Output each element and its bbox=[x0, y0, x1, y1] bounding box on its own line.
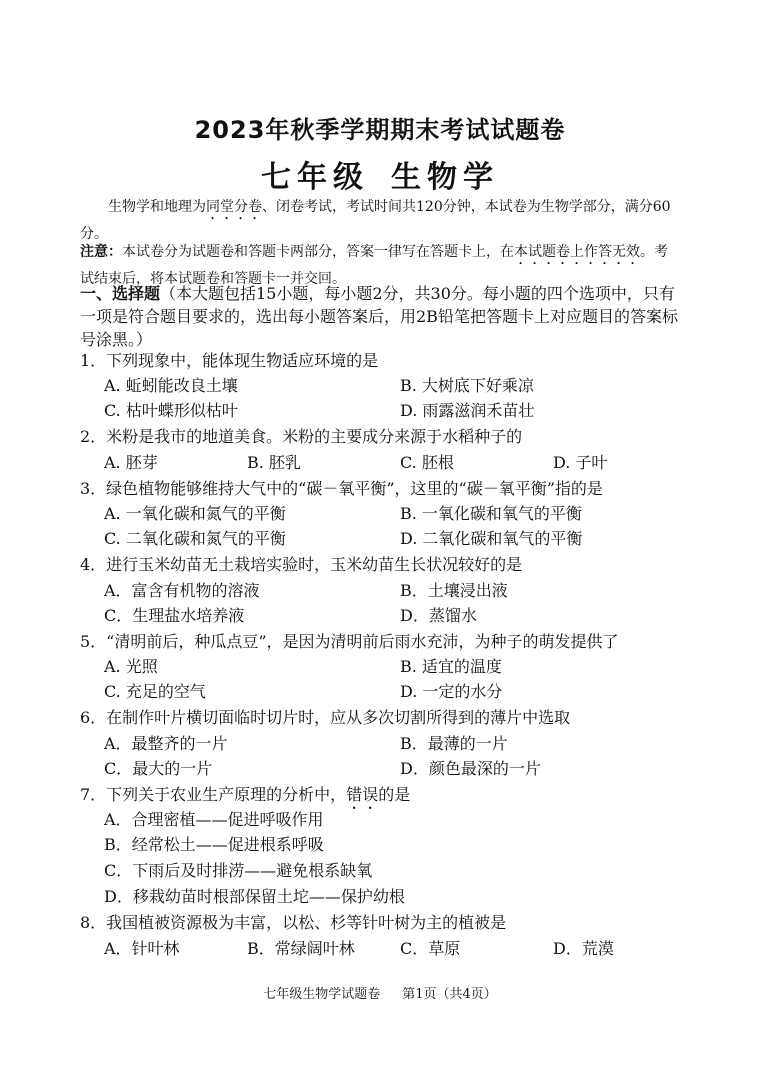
intro-paragraph bbox=[80, 196, 680, 245]
exam-subtitle bbox=[0, 152, 760, 196]
question-7-option-b: B．经常松土——促进根系呼吸 bbox=[104, 835, 324, 854]
question-2-stem: 2．米粉是我市的地道美食。米粉的主要成分来源于水稻种子的 bbox=[80, 427, 523, 446]
page-footer bbox=[0, 983, 760, 1002]
question-6-option-a: A．最整齐的一片 bbox=[104, 734, 228, 753]
question-2-option-a: A. 胚芽 bbox=[104, 453, 158, 472]
question-1-option-d: D. 雨露滋润禾苗壮 bbox=[400, 401, 535, 420]
question-8-option-c: C．草原 bbox=[400, 939, 461, 958]
question-8-option-b: B．常绿阔叶林 bbox=[247, 939, 355, 958]
question-4-option-d: D．蒸馏水 bbox=[400, 606, 477, 625]
question-7-option-d: D．移栽幼苗时根部保留土坨——保护幼根 bbox=[104, 887, 405, 906]
subject-label: 生物学 bbox=[391, 160, 499, 195]
question-7-stem-text-2: 的是 bbox=[378, 785, 411, 804]
question-4-option-c: C．生理盐水培养液 bbox=[104, 606, 245, 625]
question-8-option-d: D．荒漠 bbox=[553, 939, 614, 958]
intro-text-2: 、闭卷考试，考试时间共120分钟，本试卷为生物学部分，满分60分。 bbox=[80, 199, 671, 242]
question-7-option-c: C．下雨后及时排涝——避免根系缺氧 bbox=[104, 861, 373, 880]
question-3-option-a: A. 一氧化碳和氮气的平衡 bbox=[104, 504, 286, 523]
question-3-option-c: C. 二氧化碳和氮气的平衡 bbox=[104, 529, 286, 548]
intro-emphasis: 同堂分卷 bbox=[206, 199, 262, 215]
section-title: 一、选择题 bbox=[80, 284, 161, 303]
question-6-option-b: B．最薄的一片 bbox=[400, 734, 508, 753]
question-2-option-b: B. 胚乳 bbox=[247, 453, 301, 472]
section-description: （本大题包括15小题，每小题2分，共30分。每小题的四个选项中，只有一项是符合题目要求的，选出每小题答案后，用2B铅笔把答题卡上对应题目的答案标号涂黑。） bbox=[80, 284, 678, 349]
question-4-option-b: B．土壤浸出液 bbox=[400, 581, 508, 600]
question-1-option-c: C. 枯叶蝶形似枯叶 bbox=[104, 401, 238, 420]
question-7-option-a: A．合理密植——促进呼吸作用 bbox=[104, 810, 324, 829]
notice-emphasis: 本试题卷上作答无效 bbox=[514, 244, 640, 260]
question-3-option-b: B. 一氧化碳和氧气的平衡 bbox=[400, 504, 582, 523]
question-4-stem: 4．进行玉米幼苗无土栽培实验时，玉米幼苗生长状况较好的是 bbox=[80, 555, 523, 574]
question-7-emphasis: 错误 bbox=[346, 785, 379, 804]
question-4-option-a: A．富含有机物的溶液 bbox=[104, 581, 260, 600]
question-3-stem: 3．绿色植物能够维持大气中的“碳－氧平衡”，这里的“碳－氧平衡”指的是 bbox=[80, 479, 603, 498]
exam-title: 2023年秋季学期期末考试试题卷 bbox=[194, 116, 566, 144]
question-1-stem: 1．下列现象中，能体现生物适应环境的是 bbox=[80, 351, 379, 370]
question-6-stem: 6．在制作叶片横切面临时切片时，应从多次切割所得到的薄片中选取 bbox=[80, 708, 571, 727]
question-5-option-b: B. 适宜的温度 bbox=[400, 657, 502, 676]
footer-page-number: 第1页（共4页） bbox=[402, 987, 497, 1002]
notice-label: 注意： bbox=[80, 244, 122, 260]
question-6-option-d: D．颜色最深的一片 bbox=[400, 759, 541, 778]
question-5-stem: 5．“清明前后，种瓜点豆”，是因为清明前后雨水充沛，为种子的萌发提供了 bbox=[80, 632, 619, 651]
footer-exam-name: 七年级生物学试题卷 bbox=[263, 987, 381, 1002]
intro-text-1: 生物学和地理为 bbox=[108, 199, 206, 215]
notice-text-2: 。考试结束后，将本试题卷和答题卡一并交回。 bbox=[80, 244, 668, 287]
question-1-option-b: B. 大树底下好乘凉 bbox=[400, 376, 534, 395]
question-7-stem-text-1: 7．下列关于农业生产原理的分析中， bbox=[80, 785, 347, 804]
question-1-option-a: A. 蚯蚓能改良土壤 bbox=[104, 376, 238, 395]
question-5-option-a: A. 光照 bbox=[104, 657, 158, 676]
question-8-stem: 8．我国植被资源极为丰富，以松、杉等针叶树为主的植被是 bbox=[80, 913, 507, 932]
question-8-option-a: A．针叶林 bbox=[104, 939, 180, 958]
notice-text-1: 本试卷分为试题卷和答题卡两部分，答案一律写在答题卡上，在 bbox=[122, 244, 514, 260]
question-2-option-d: D. 子叶 bbox=[553, 453, 608, 472]
question-5-option-c: C. 充足的空气 bbox=[104, 682, 206, 701]
question-3-option-d: D. 二氧化碳和氧气的平衡 bbox=[400, 529, 583, 548]
grade-label: 七年级 bbox=[261, 160, 369, 195]
question-6-option-c: C．最大的一片 bbox=[104, 759, 213, 778]
question-2-option-c: C. 胚根 bbox=[400, 453, 454, 472]
question-5-option-d: D. 一定的水分 bbox=[400, 682, 503, 701]
section-header bbox=[80, 282, 688, 351]
